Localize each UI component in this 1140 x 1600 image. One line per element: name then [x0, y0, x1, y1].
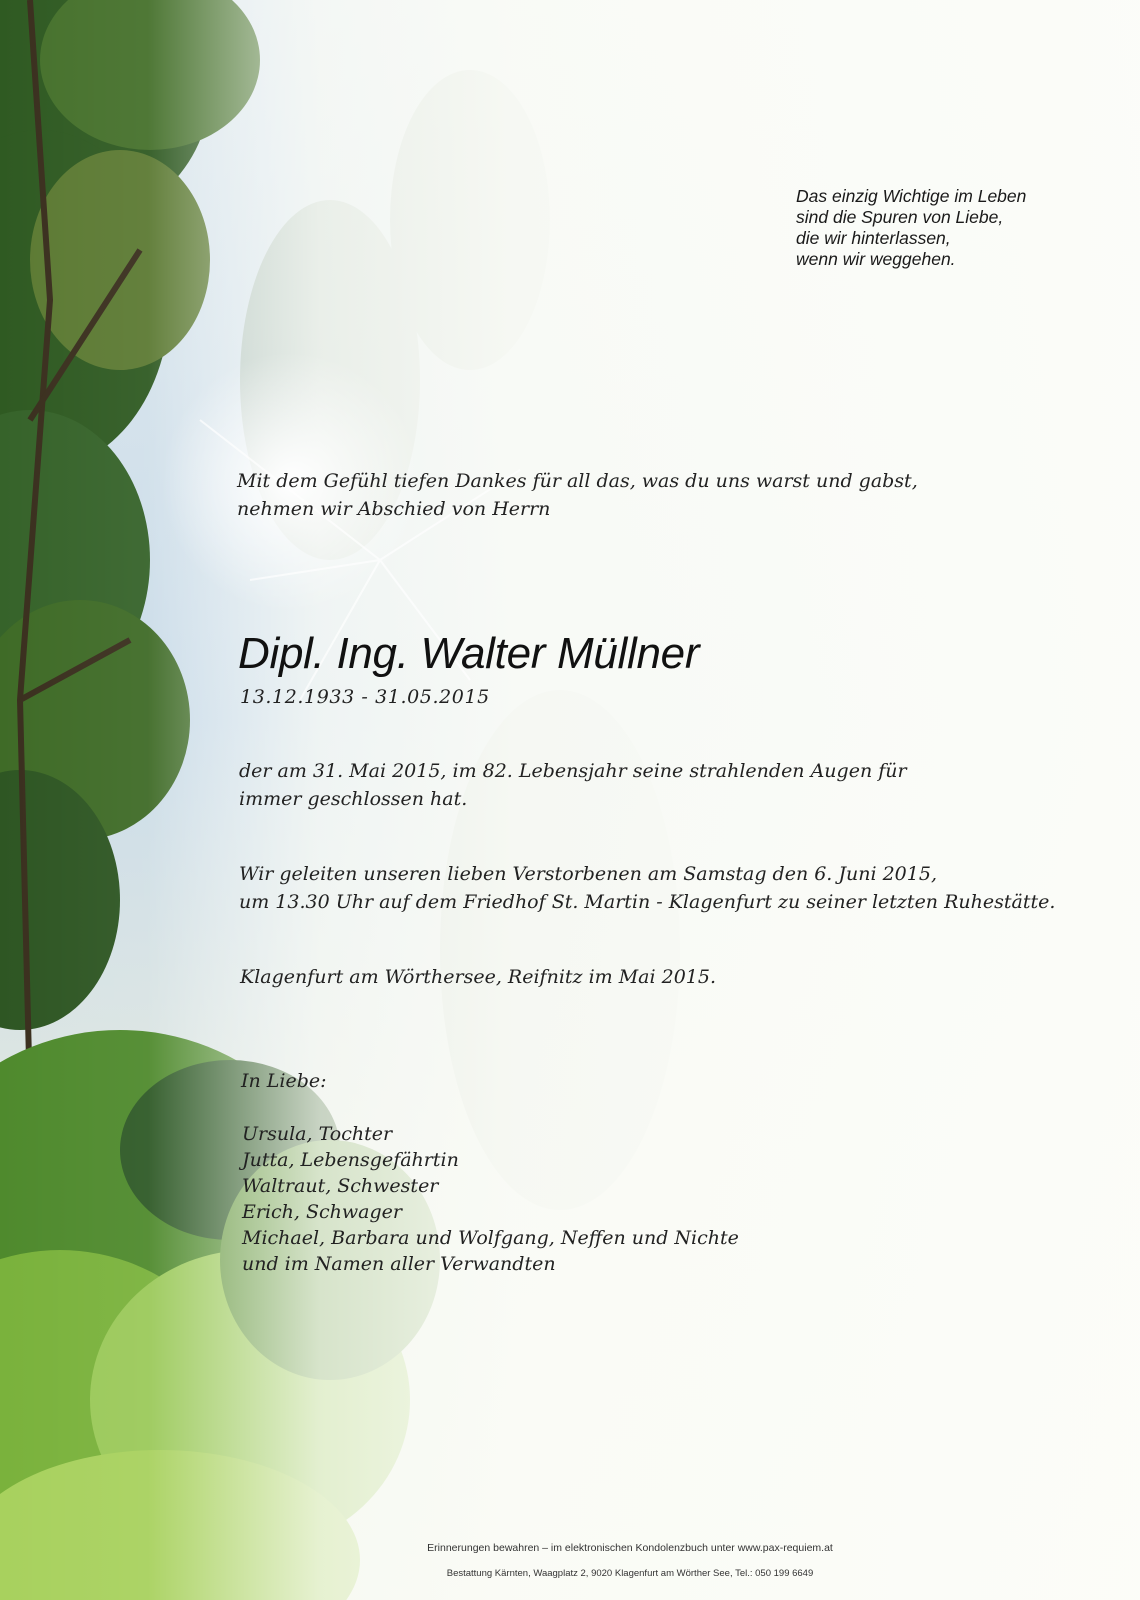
- funeral-line: um 13.30 Uhr auf dem Friedhof St. Martin - Klagenfurt zu seiner letzten Ruhestätte.: [239, 891, 1056, 913]
- funeral-notice: [239, 860, 1055, 916]
- mourners-list: [242, 1121, 739, 1277]
- place-and-date: Klagenfurt am Wörthersee, Reifnitz im Mai 2015.: [240, 966, 717, 988]
- footer-condolence-line: Erinnerungen bewahren – im elektronischen Kondolenzbuch unter www.pax-requiem.at: [427, 1542, 833, 1554]
- quote-line: die wir hinterlassen,: [796, 228, 951, 248]
- passing-line: der am 31. Mai 2015, im 82. Lebensjahr seine strahlenden Augen für: [239, 760, 907, 782]
- mourner-item: Erich, Schwager: [242, 1201, 402, 1223]
- passing-line: immer geschlossen hat.: [239, 788, 468, 810]
- mourner-item: Ursula, Tochter: [242, 1123, 393, 1145]
- funeral-line: Wir geleiten unseren lieben Verstorbenen am Samstag den 6. Juni 2015,: [239, 863, 937, 885]
- intro-line: Mit dem Gefühl tiefen Dankes für all das, was du uns warst und gabst,: [237, 470, 918, 492]
- mourner-item: Waltraut, Schwester: [242, 1175, 439, 1197]
- in-love-heading: In Liebe:: [241, 1070, 327, 1092]
- intro-line: nehmen wir Abschied von Herrn: [237, 498, 551, 520]
- mourner-item: und im Namen aller Verwandten: [242, 1253, 556, 1275]
- quote-line: wenn wir weggehen.: [796, 249, 956, 269]
- quote-line: sind die Spuren von Liebe,: [796, 207, 1004, 227]
- footer-funeral-home-line: Bestattung Kärnten, Waagplatz 2, 9020 Klagenfurt am Wörther See, Tel.: 050 199 6649: [446, 1568, 814, 1579]
- mourner-item: Jutta, Lebensgefährtin: [242, 1149, 459, 1171]
- deceased-name: Dipl. Ing. Walter Müllner: [238, 629, 700, 678]
- passing-notice: [239, 757, 907, 813]
- quote-line: Das einzig Wichtige im Leben: [796, 186, 1027, 206]
- memorial-quote: [796, 186, 1096, 270]
- life-dates: 13.12.1933 - 31.05.2015: [240, 686, 490, 708]
- mourner-item: Michael, Barbara und Wolfgang, Neffen und Nichte: [242, 1227, 739, 1249]
- farewell-intro: [237, 467, 918, 523]
